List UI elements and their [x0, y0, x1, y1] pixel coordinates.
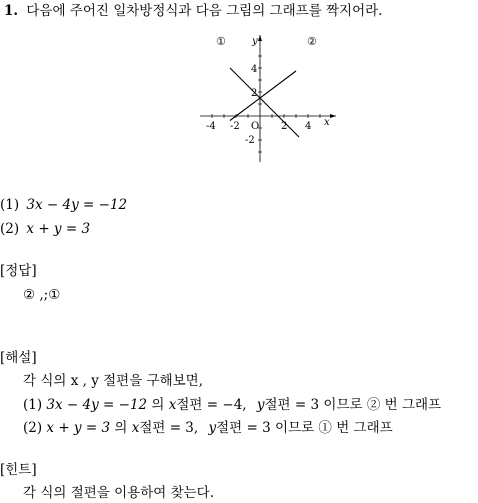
explanation-heading: [해설] — [0, 350, 37, 366]
explanation-2-text: 절편 — [264, 397, 291, 413]
explanation-line-3 — [23, 420, 393, 436]
explanation-2-x: x — [168, 397, 177, 413]
hint-text: 각 식의 절편을 이용하여 찾는다. — [23, 485, 214, 501]
y-tick-4: 4 — [251, 64, 258, 75]
answer-heading: [정답] — [0, 263, 37, 279]
equation-2 — [0, 221, 90, 237]
explanation-2-math: 3x − 4y = −12 — [46, 397, 148, 413]
equation-2-label: (2) — [0, 221, 20, 237]
x-tick-neg4: -4 — [206, 121, 216, 132]
line-graph — [196, 30, 338, 162]
question — [4, 3, 382, 19]
explanation-line-2 — [23, 397, 441, 413]
explanation-2-tail: 이므로 ② 번 그래프 — [323, 397, 442, 413]
explanation-3-text: 절편 — [139, 420, 166, 436]
hint-heading: [힌트] — [0, 462, 37, 478]
x-axis-arrow — [330, 114, 336, 118]
answer-text: ② ,;① — [23, 287, 61, 303]
explanation-2-y: y — [256, 397, 265, 413]
graph-line-1 — [230, 68, 299, 137]
explanation-3-text: 절편 — [216, 420, 243, 436]
explanation-2-text: 절편 — [176, 397, 203, 413]
explanation-3-label: (2) — [23, 420, 43, 436]
explanation-3-tail: 이므로 ① 번 그래프 — [275, 420, 393, 436]
equation-2-math: x + y = 3 — [26, 221, 91, 237]
line-label-1: ① — [216, 35, 226, 48]
explanation-3-x: x — [131, 420, 140, 436]
explanation-2-value: = 3 — [294, 397, 320, 413]
y-axis-label: y — [252, 36, 258, 47]
x-tick-neg2: -2 — [230, 121, 240, 132]
explanation-2-text: 의 — [151, 397, 165, 413]
explanation-3-value: = 3 — [246, 420, 271, 436]
line-label-2: ② — [307, 35, 317, 48]
explanation-3-math: x + y = 3 — [46, 420, 111, 436]
question-number: 1. — [4, 3, 19, 19]
explanation-3-value: = 3, — [169, 420, 199, 436]
y-tick-2: 2 — [251, 88, 258, 99]
x-tick-2: 2 — [281, 121, 288, 132]
explanation-line-1: 각 식의 x , y 절편을 구해보면, — [23, 373, 203, 389]
x-tick-4: 4 — [305, 121, 312, 132]
origin-label: O — [251, 121, 260, 132]
y-axis-arrow — [258, 35, 262, 41]
explanation-3-y: y — [208, 420, 217, 436]
equation-1-label: (1) — [0, 197, 20, 213]
equation-1 — [0, 197, 127, 213]
question-text: 다음에 주어진 일차방정식과 다음 그림의 그래프를 짝지어라. — [26, 3, 383, 19]
explanation-2-value: = −4, — [206, 397, 247, 413]
equation-1-math: 3x − 4y = −12 — [26, 197, 128, 213]
explanation-3-text: 의 — [114, 420, 128, 436]
x-axis-label: x — [324, 117, 330, 128]
y-tick-neg2: -2 — [245, 135, 255, 146]
explanation-2-label: (1) — [23, 397, 43, 413]
